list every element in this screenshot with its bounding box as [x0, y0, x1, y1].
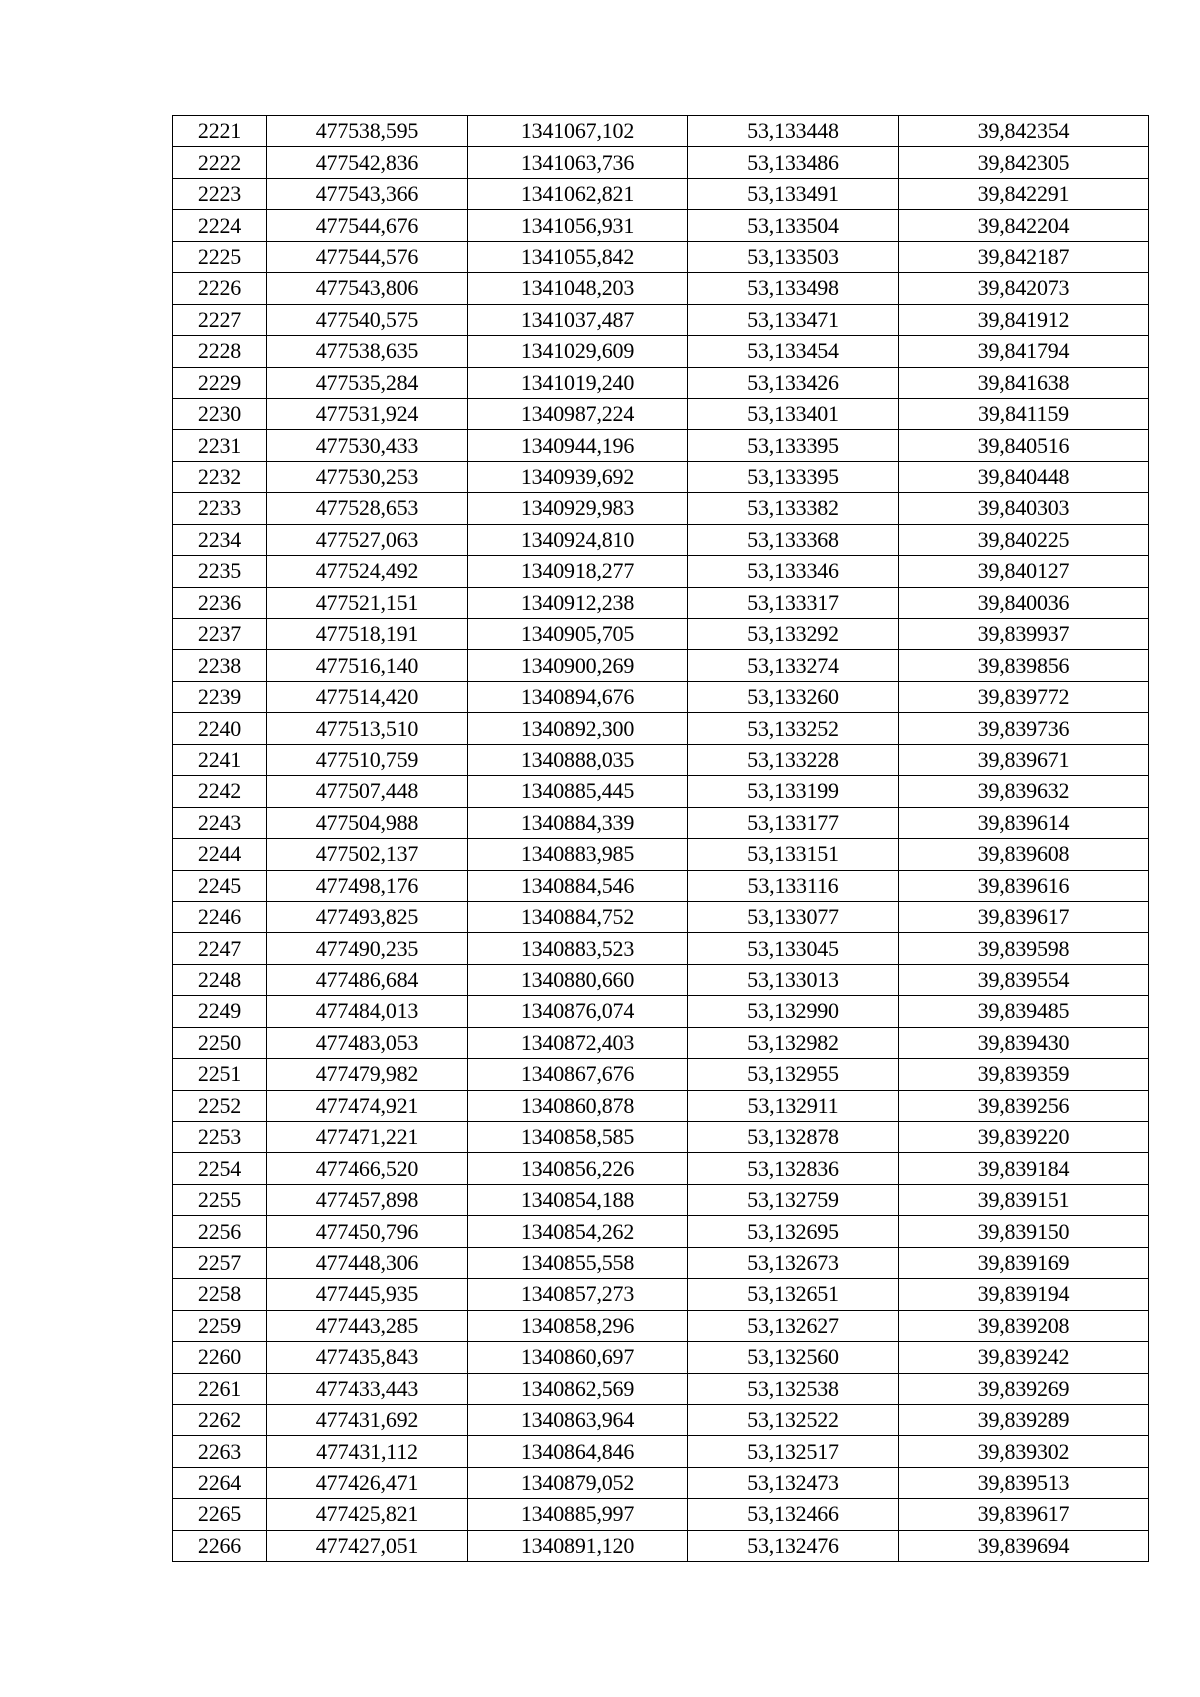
x-coordinate-cell: 477490,235	[267, 933, 468, 964]
table-row	[173, 1530, 1149, 1561]
y-coordinate-cell: 1340858,296	[468, 1310, 688, 1341]
x-coordinate-cell: 477484,013	[267, 996, 468, 1027]
latitude-cell: 53,132759	[688, 1184, 899, 1215]
x-coordinate-cell: 477528,653	[267, 493, 468, 524]
point-number-cell: 2232	[173, 461, 267, 492]
point-number-cell: 2264	[173, 1467, 267, 1498]
table-row	[173, 304, 1149, 335]
point-number-cell: 2231	[173, 430, 267, 461]
table-row	[173, 776, 1149, 807]
table-row	[173, 870, 1149, 901]
point-number-cell: 2228	[173, 336, 267, 367]
longitude-cell: 39,840036	[899, 587, 1149, 618]
point-number-cell: 2225	[173, 241, 267, 272]
longitude-cell: 39,839856	[899, 650, 1149, 681]
point-number-cell: 2233	[173, 493, 267, 524]
x-coordinate-cell: 477431,112	[267, 1436, 468, 1467]
latitude-cell: 53,133401	[688, 398, 899, 429]
table-row	[173, 933, 1149, 964]
x-coordinate-cell: 477544,576	[267, 241, 468, 272]
longitude-cell: 39,841912	[899, 304, 1149, 335]
point-number-cell: 2226	[173, 273, 267, 304]
y-coordinate-cell: 1340894,676	[468, 681, 688, 712]
table-row	[173, 713, 1149, 744]
longitude-cell: 39,842291	[899, 178, 1149, 209]
x-coordinate-cell: 477450,796	[267, 1216, 468, 1247]
longitude-cell: 39,839269	[899, 1373, 1149, 1404]
y-coordinate-cell: 1340905,705	[468, 619, 688, 650]
y-coordinate-cell: 1340867,676	[468, 1059, 688, 1090]
x-coordinate-cell: 477474,921	[267, 1090, 468, 1121]
y-coordinate-cell: 1340929,983	[468, 493, 688, 524]
point-number-cell: 2240	[173, 713, 267, 744]
point-number-cell: 2265	[173, 1499, 267, 1530]
table-row	[173, 461, 1149, 492]
latitude-cell: 53,132836	[688, 1153, 899, 1184]
x-coordinate-cell: 477543,366	[267, 178, 468, 209]
longitude-cell: 39,839256	[899, 1090, 1149, 1121]
table-row	[173, 241, 1149, 272]
table-row	[173, 619, 1149, 650]
latitude-cell: 53,133486	[688, 147, 899, 178]
x-coordinate-cell: 477457,898	[267, 1184, 468, 1215]
table-row	[173, 1404, 1149, 1435]
point-number-cell: 2262	[173, 1404, 267, 1435]
latitude-cell: 53,133228	[688, 744, 899, 775]
latitude-cell: 53,133395	[688, 430, 899, 461]
x-coordinate-cell: 477540,575	[267, 304, 468, 335]
x-coordinate-cell: 477427,051	[267, 1530, 468, 1561]
longitude-cell: 39,839184	[899, 1153, 1149, 1184]
table-row	[173, 1216, 1149, 1247]
longitude-cell: 39,842073	[899, 273, 1149, 304]
y-coordinate-cell: 1340885,445	[468, 776, 688, 807]
y-coordinate-cell: 1340880,660	[468, 964, 688, 995]
longitude-cell: 39,839302	[899, 1436, 1149, 1467]
longitude-cell: 39,839208	[899, 1310, 1149, 1341]
y-coordinate-cell: 1340862,569	[468, 1373, 688, 1404]
table-row	[173, 744, 1149, 775]
longitude-cell: 39,839617	[899, 901, 1149, 932]
table-row	[173, 1027, 1149, 1058]
longitude-cell: 39,841638	[899, 367, 1149, 398]
x-coordinate-cell: 477445,935	[267, 1279, 468, 1310]
point-number-cell: 2245	[173, 870, 267, 901]
y-coordinate-cell: 1340876,074	[468, 996, 688, 1027]
longitude-cell: 39,840225	[899, 524, 1149, 555]
table-row	[173, 1153, 1149, 1184]
longitude-cell: 39,842305	[899, 147, 1149, 178]
x-coordinate-cell: 477466,520	[267, 1153, 468, 1184]
y-coordinate-cell: 1340854,188	[468, 1184, 688, 1215]
x-coordinate-cell: 477498,176	[267, 870, 468, 901]
coordinates-table	[172, 115, 1149, 1562]
longitude-cell: 39,839150	[899, 1216, 1149, 1247]
longitude-cell: 39,839513	[899, 1467, 1149, 1498]
longitude-cell: 39,840127	[899, 556, 1149, 587]
x-coordinate-cell: 477530,253	[267, 461, 468, 492]
y-coordinate-cell: 1340939,692	[468, 461, 688, 492]
table-row	[173, 147, 1149, 178]
latitude-cell: 53,133199	[688, 776, 899, 807]
x-coordinate-cell: 477493,825	[267, 901, 468, 932]
point-number-cell: 2249	[173, 996, 267, 1027]
y-coordinate-cell: 1340864,846	[468, 1436, 688, 1467]
longitude-cell: 39,840303	[899, 493, 1149, 524]
point-number-cell: 2221	[173, 116, 267, 147]
point-number-cell: 2247	[173, 933, 267, 964]
x-coordinate-cell: 477516,140	[267, 650, 468, 681]
table-row	[173, 1310, 1149, 1341]
longitude-cell: 39,839671	[899, 744, 1149, 775]
y-coordinate-cell: 1340924,810	[468, 524, 688, 555]
x-coordinate-cell: 477435,843	[267, 1342, 468, 1373]
longitude-cell: 39,840448	[899, 461, 1149, 492]
y-coordinate-cell: 1340987,224	[468, 398, 688, 429]
point-number-cell: 2241	[173, 744, 267, 775]
table-row	[173, 556, 1149, 587]
y-coordinate-cell: 1340863,964	[468, 1404, 688, 1435]
longitude-cell: 39,839598	[899, 933, 1149, 964]
y-coordinate-cell: 1340854,262	[468, 1216, 688, 1247]
latitude-cell: 53,133274	[688, 650, 899, 681]
latitude-cell: 53,133045	[688, 933, 899, 964]
y-coordinate-cell: 1340884,339	[468, 807, 688, 838]
point-number-cell: 2237	[173, 619, 267, 650]
y-coordinate-cell: 1340857,273	[468, 1279, 688, 1310]
y-coordinate-cell: 1340858,585	[468, 1122, 688, 1153]
y-coordinate-cell: 1340883,523	[468, 933, 688, 964]
longitude-cell: 39,839937	[899, 619, 1149, 650]
longitude-cell: 39,839242	[899, 1342, 1149, 1373]
x-coordinate-cell: 477531,924	[267, 398, 468, 429]
latitude-cell: 53,132673	[688, 1247, 899, 1278]
table-row	[173, 1499, 1149, 1530]
y-coordinate-cell: 1340855,558	[468, 1247, 688, 1278]
latitude-cell: 53,133395	[688, 461, 899, 492]
latitude-cell: 53,133426	[688, 367, 899, 398]
point-number-cell: 2234	[173, 524, 267, 555]
longitude-cell: 39,840516	[899, 430, 1149, 461]
table-row	[173, 650, 1149, 681]
y-coordinate-cell: 1340856,226	[468, 1153, 688, 1184]
latitude-cell: 53,132990	[688, 996, 899, 1027]
latitude-cell: 53,133471	[688, 304, 899, 335]
table-row	[173, 587, 1149, 618]
x-coordinate-cell: 477448,306	[267, 1247, 468, 1278]
point-number-cell: 2244	[173, 839, 267, 870]
latitude-cell: 53,132695	[688, 1216, 899, 1247]
y-coordinate-cell: 1340900,269	[468, 650, 688, 681]
x-coordinate-cell: 477535,284	[267, 367, 468, 398]
latitude-cell: 53,132538	[688, 1373, 899, 1404]
x-coordinate-cell: 477510,759	[267, 744, 468, 775]
y-coordinate-cell: 1341062,821	[468, 178, 688, 209]
point-number-cell: 2223	[173, 178, 267, 209]
table-row	[173, 807, 1149, 838]
longitude-cell: 39,839632	[899, 776, 1149, 807]
y-coordinate-cell: 1340883,985	[468, 839, 688, 870]
point-number-cell: 2251	[173, 1059, 267, 1090]
point-number-cell: 2243	[173, 807, 267, 838]
x-coordinate-cell: 477514,420	[267, 681, 468, 712]
longitude-cell: 39,839169	[899, 1247, 1149, 1278]
point-number-cell: 2242	[173, 776, 267, 807]
table-row	[173, 493, 1149, 524]
longitude-cell: 39,839485	[899, 996, 1149, 1027]
latitude-cell: 53,132627	[688, 1310, 899, 1341]
longitude-cell: 39,839151	[899, 1184, 1149, 1215]
point-number-cell: 2254	[173, 1153, 267, 1184]
x-coordinate-cell: 477544,676	[267, 210, 468, 241]
longitude-cell: 39,839359	[899, 1059, 1149, 1090]
longitude-cell: 39,842187	[899, 241, 1149, 272]
table-row	[173, 524, 1149, 555]
longitude-cell: 39,841794	[899, 336, 1149, 367]
table-row	[173, 178, 1149, 209]
x-coordinate-cell: 477471,221	[267, 1122, 468, 1153]
latitude-cell: 53,132473	[688, 1467, 899, 1498]
x-coordinate-cell: 477542,836	[267, 147, 468, 178]
table-row	[173, 1090, 1149, 1121]
x-coordinate-cell: 477521,151	[267, 587, 468, 618]
table-row	[173, 1122, 1149, 1153]
x-coordinate-cell: 477524,492	[267, 556, 468, 587]
latitude-cell: 53,132878	[688, 1122, 899, 1153]
point-number-cell: 2236	[173, 587, 267, 618]
table-row	[173, 964, 1149, 995]
point-number-cell: 2252	[173, 1090, 267, 1121]
y-coordinate-cell: 1340885,997	[468, 1499, 688, 1530]
point-number-cell: 2261	[173, 1373, 267, 1404]
y-coordinate-cell: 1340860,697	[468, 1342, 688, 1373]
coordinates-table-body	[173, 116, 1149, 1562]
y-coordinate-cell: 1340888,035	[468, 744, 688, 775]
latitude-cell: 53,133454	[688, 336, 899, 367]
longitude-cell: 39,839430	[899, 1027, 1149, 1058]
y-coordinate-cell: 1340860,878	[468, 1090, 688, 1121]
latitude-cell: 53,132651	[688, 1279, 899, 1310]
longitude-cell: 39,839736	[899, 713, 1149, 744]
point-number-cell: 2224	[173, 210, 267, 241]
point-number-cell: 2256	[173, 1216, 267, 1247]
latitude-cell: 53,133448	[688, 116, 899, 147]
latitude-cell: 53,133491	[688, 178, 899, 209]
latitude-cell: 53,133504	[688, 210, 899, 241]
point-number-cell: 2266	[173, 1530, 267, 1561]
latitude-cell: 53,133252	[688, 713, 899, 744]
y-coordinate-cell: 1341029,609	[468, 336, 688, 367]
point-number-cell: 2246	[173, 901, 267, 932]
x-coordinate-cell: 477486,684	[267, 964, 468, 995]
x-coordinate-cell: 477431,692	[267, 1404, 468, 1435]
table-row	[173, 398, 1149, 429]
latitude-cell: 53,132476	[688, 1530, 899, 1561]
x-coordinate-cell: 477513,510	[267, 713, 468, 744]
longitude-cell: 39,839694	[899, 1530, 1149, 1561]
table-row	[173, 1373, 1149, 1404]
longitude-cell: 39,839772	[899, 681, 1149, 712]
y-coordinate-cell: 1341063,736	[468, 147, 688, 178]
x-coordinate-cell: 477530,433	[267, 430, 468, 461]
point-number-cell: 2235	[173, 556, 267, 587]
point-number-cell: 2250	[173, 1027, 267, 1058]
latitude-cell: 53,132560	[688, 1342, 899, 1373]
point-number-cell: 2248	[173, 964, 267, 995]
x-coordinate-cell: 477433,443	[267, 1373, 468, 1404]
latitude-cell: 53,133317	[688, 587, 899, 618]
table-row	[173, 1184, 1149, 1215]
x-coordinate-cell: 477527,063	[267, 524, 468, 555]
latitude-cell: 53,132466	[688, 1499, 899, 1530]
latitude-cell: 53,132517	[688, 1436, 899, 1467]
x-coordinate-cell: 477543,806	[267, 273, 468, 304]
longitude-cell: 39,839194	[899, 1279, 1149, 1310]
x-coordinate-cell: 477507,448	[267, 776, 468, 807]
y-coordinate-cell: 1340884,752	[468, 901, 688, 932]
x-coordinate-cell: 477425,821	[267, 1499, 468, 1530]
latitude-cell: 53,133498	[688, 273, 899, 304]
y-coordinate-cell: 1341056,931	[468, 210, 688, 241]
latitude-cell: 53,133177	[688, 807, 899, 838]
x-coordinate-cell: 477538,635	[267, 336, 468, 367]
x-coordinate-cell: 477502,137	[267, 839, 468, 870]
table-row	[173, 430, 1149, 461]
table-row	[173, 367, 1149, 398]
table-row	[173, 1467, 1149, 1498]
point-number-cell: 2257	[173, 1247, 267, 1278]
latitude-cell: 53,132911	[688, 1090, 899, 1121]
point-number-cell: 2258	[173, 1279, 267, 1310]
latitude-cell: 53,133077	[688, 901, 899, 932]
y-coordinate-cell: 1340912,238	[468, 587, 688, 618]
longitude-cell: 39,839616	[899, 870, 1149, 901]
longitude-cell: 39,839220	[899, 1122, 1149, 1153]
longitude-cell: 39,842204	[899, 210, 1149, 241]
latitude-cell: 53,133346	[688, 556, 899, 587]
longitude-cell: 39,839608	[899, 839, 1149, 870]
longitude-cell: 39,839289	[899, 1404, 1149, 1435]
y-coordinate-cell: 1340892,300	[468, 713, 688, 744]
y-coordinate-cell: 1340884,546	[468, 870, 688, 901]
longitude-cell: 39,839614	[899, 807, 1149, 838]
table-row	[173, 273, 1149, 304]
table-row	[173, 1436, 1149, 1467]
x-coordinate-cell: 477504,988	[267, 807, 468, 838]
y-coordinate-cell: 1340918,277	[468, 556, 688, 587]
point-number-cell: 2259	[173, 1310, 267, 1341]
table-row	[173, 1279, 1149, 1310]
x-coordinate-cell: 477426,471	[267, 1467, 468, 1498]
latitude-cell: 53,133503	[688, 241, 899, 272]
latitude-cell: 53,132982	[688, 1027, 899, 1058]
longitude-cell: 39,839617	[899, 1499, 1149, 1530]
table-row	[173, 1247, 1149, 1278]
table-row	[173, 839, 1149, 870]
x-coordinate-cell: 477443,285	[267, 1310, 468, 1341]
point-number-cell: 2253	[173, 1122, 267, 1153]
latitude-cell: 53,132955	[688, 1059, 899, 1090]
x-coordinate-cell: 477538,595	[267, 116, 468, 147]
x-coordinate-cell: 477518,191	[267, 619, 468, 650]
y-coordinate-cell: 1341067,102	[468, 116, 688, 147]
longitude-cell: 39,839554	[899, 964, 1149, 995]
table-row	[173, 1059, 1149, 1090]
point-number-cell: 2227	[173, 304, 267, 335]
y-coordinate-cell: 1340944,196	[468, 430, 688, 461]
y-coordinate-cell: 1340891,120	[468, 1530, 688, 1561]
point-number-cell: 2260	[173, 1342, 267, 1373]
point-number-cell: 2263	[173, 1436, 267, 1467]
y-coordinate-cell: 1340879,052	[468, 1467, 688, 1498]
latitude-cell: 53,133151	[688, 839, 899, 870]
table-row	[173, 681, 1149, 712]
point-number-cell: 2229	[173, 367, 267, 398]
longitude-cell: 39,841159	[899, 398, 1149, 429]
latitude-cell: 53,133292	[688, 619, 899, 650]
latitude-cell: 53,133116	[688, 870, 899, 901]
x-coordinate-cell: 477479,982	[267, 1059, 468, 1090]
latitude-cell: 53,132522	[688, 1404, 899, 1435]
y-coordinate-cell: 1340872,403	[468, 1027, 688, 1058]
table-row	[173, 116, 1149, 147]
point-number-cell: 2239	[173, 681, 267, 712]
x-coordinate-cell: 477483,053	[267, 1027, 468, 1058]
table-row	[173, 996, 1149, 1027]
point-number-cell: 2222	[173, 147, 267, 178]
latitude-cell: 53,133382	[688, 493, 899, 524]
point-number-cell: 2230	[173, 398, 267, 429]
y-coordinate-cell: 1341055,842	[468, 241, 688, 272]
longitude-cell: 39,842354	[899, 116, 1149, 147]
table-row	[173, 336, 1149, 367]
latitude-cell: 53,133368	[688, 524, 899, 555]
latitude-cell: 53,133260	[688, 681, 899, 712]
point-number-cell: 2238	[173, 650, 267, 681]
y-coordinate-cell: 1341019,240	[468, 367, 688, 398]
latitude-cell: 53,133013	[688, 964, 899, 995]
table-row	[173, 210, 1149, 241]
table-row	[173, 1342, 1149, 1373]
y-coordinate-cell: 1341048,203	[468, 273, 688, 304]
y-coordinate-cell: 1341037,487	[468, 304, 688, 335]
point-number-cell: 2255	[173, 1184, 267, 1215]
table-row	[173, 901, 1149, 932]
